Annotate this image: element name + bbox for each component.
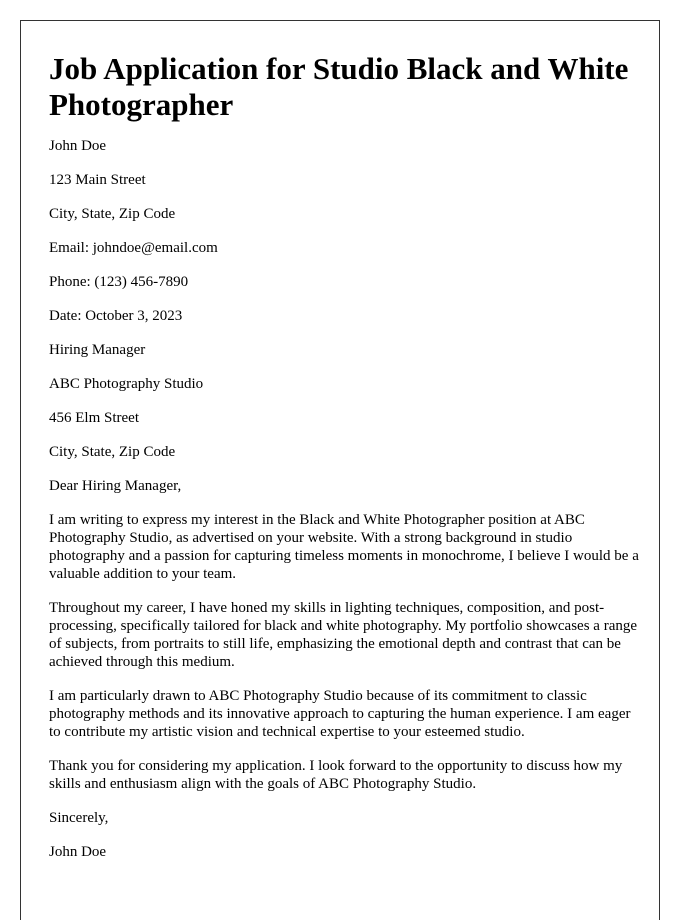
letter-title: Job Application for Studio Black and White Photographer — [49, 51, 629, 122]
signature-name: John Doe — [49, 844, 107, 860]
recipient-title: Hiring Manager — [49, 342, 146, 358]
letter-page — [20, 20, 660, 920]
salutation: Dear Hiring Manager, — [49, 478, 182, 494]
letter-date: Date: October 3, 2023 — [49, 308, 183, 324]
recipient-company: ABC Photography Studio — [49, 376, 204, 392]
recipient-city-line: City, State, Zip Code — [49, 444, 176, 460]
recipient-street: 456 Elm Street — [49, 410, 139, 426]
body-paragraph-3: I am particularly drawn to ABC Photography Studio because of its commitment to classic photography methods and its innovative approach to capturing the human experience. I am eager to contribute my artistic vision and technical expertise to your esteemed studio. — [49, 688, 631, 740]
sender-email: Email: johndoe@email.com — [49, 240, 218, 256]
sender-city-line: City, State, Zip Code — [49, 206, 176, 222]
sender-name: John Doe — [49, 138, 107, 154]
sender-street: 123 Main Street — [49, 172, 146, 188]
sender-phone: Phone: (123) 456-7890 — [49, 274, 189, 290]
letter-content — [49, 51, 639, 877]
body-paragraph-1: I am writing to express my interest in the Black and White Photographer position at ABC Photography Studio, as advertised on your website. With a strong background in studio photography and a passion for capturing timeless moments in monochrome, I believe I would be a valuable addition to your team. — [49, 512, 639, 582]
body-paragraph-4: Thank you for considering my application. I look forward to the opportunity to discuss how my skills and enthusiasm align with the goals of ABC Photography Studio. — [49, 758, 623, 792]
closing: Sincerely, — [49, 810, 109, 826]
body-paragraph-2: Throughout my career, I have honed my skills in lighting techniques, composition, and post-processing, specifically tailored for black and white photography. My portfolio showcases a range of subjects, from portraits to still life, emphasizing the emotional depth and contrast that can be achieved through this medium. — [49, 600, 638, 670]
